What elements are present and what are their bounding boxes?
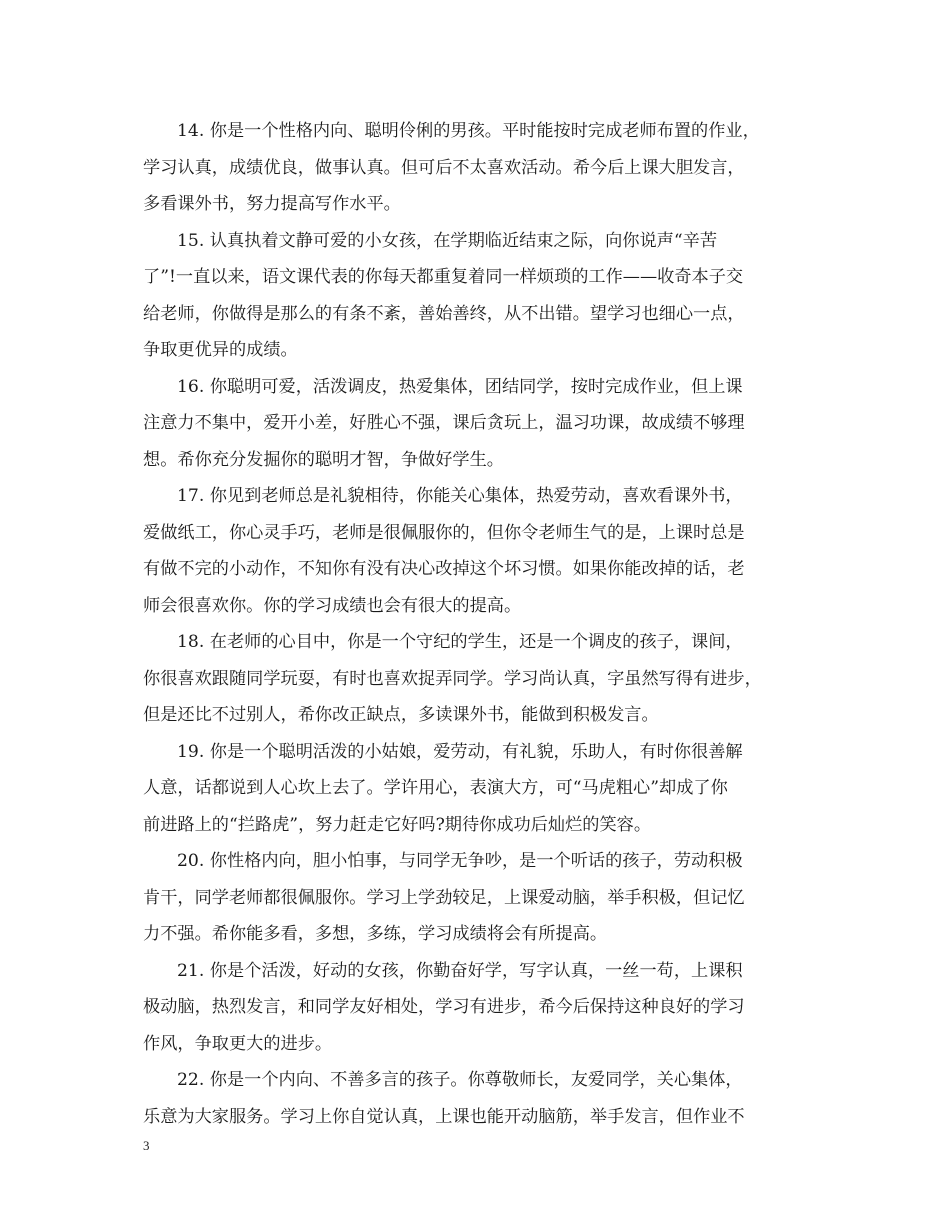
paragraph-line: 给老师，你做得是那么的有条不紊，善始善终，从不出错。望学习也细心一点， <box>143 303 745 324</box>
paragraph-line: 学习认真，成绩优良，做事认真。但可后不太喜欢活动。希今后上课大胆发言， <box>143 157 745 178</box>
paragraph-line: 想。希你充分发掘你的聪明才智，争做好学生。 <box>143 449 504 470</box>
paragraph-line: 注意力不集中，爱开小差，好胜心不强，课后贪玩上，温习功课，故成绩不够理 <box>143 413 745 433</box>
paragraph-first-line: 16. 你聪明可爱，活泼调皮，热爱集体，团结同学，按时完成作业，但上课 <box>177 376 743 397</box>
document-body <box>143 113 823 1135</box>
paragraph-line: 爱做纸工，你心灵手巧，老师是很佩服你的，但你令老师生气的是，上课时总是 <box>143 522 745 543</box>
paragraph-line: 但是还比不过别人，希你改正缺点，多读课外书，能做到积极发言。 <box>143 705 659 725</box>
paragraph-line: 乐意为大家服务。学习上你自觉认真，上课也能开动脑筋，举手发言，但作业不 <box>143 1106 745 1127</box>
paragraph-line: 力不强。希你能多看，多想，多练，学习成绩将会有所提高。 <box>143 924 608 944</box>
paragraph-line: 师会很喜欢你。你的学习成绩也会有很大的提高。 <box>143 595 522 616</box>
paragraph-first-line: 14. 你是一个性格内向、聪明伶俐的男孩。平时能按时完成老师布置的作业， <box>177 121 760 141</box>
paragraph-first-line: 18. 在老师的心目中，你是一个守纪的学生，还是一个调皮的孩子，课间， <box>177 632 743 652</box>
paragraph-first-line: 19. 你是一个聪明活泼的小姑娘，爱劳动，有礼貌，乐助人，有时你很善解 <box>177 741 743 762</box>
page-number: 3 <box>143 1138 150 1153</box>
paragraph-line: 前进路上的“拦路虎”，努力赶走它好吗?期待你成功后灿烂的笑容。 <box>143 814 652 835</box>
paragraph-first-line: 20. 你性格内向，胆小怕事，与同学无争吵，是一个听话的孩子，劳动积极 <box>177 851 743 871</box>
paragraph-line: 作风，争取更大的进步。 <box>143 1033 333 1054</box>
paragraph-line: 多看课外书，努力提高写作水平。 <box>143 194 401 214</box>
paragraph-line: 肯干，同学老师都很佩服你。学习上学劲较足，上课爱动脑，举手积极，但记忆 <box>143 887 745 908</box>
paragraph-first-line: 15. 认真执着文静可爱的小女孩，在学期临近结束之际，向你说声“辛苦 <box>177 230 718 251</box>
paragraph-line: 有做不完的小动作，不知你有没有决心改掉这个坏习惯。如果你能改掉的话，老 <box>143 559 745 579</box>
paragraph-line: 你很喜欢跟随同学玩耍，有时也喜欢捉弄同学。学习尚认真，字虽然写得有进步， <box>143 668 762 689</box>
paragraph-line: 人意，话都说到人心坎上去了。学许用心，表演大方，可“马虎粗心”却成了你 <box>143 778 728 798</box>
paragraph-line: 了”!一直以来，语文课代表的你每天都重复着同一样烦琐的工作——收奇本子交 <box>143 267 744 287</box>
paragraph-line: 极动脑，热烈发言，和同学友好相处，学习有进步，希今后保持这种良好的学习 <box>143 997 745 1017</box>
paragraph-first-line: 17. 你见到老师总是礼貌相待，你能关心集体，热爱劳动，喜欢看课外书， <box>177 486 743 506</box>
paragraph-first-line: 21. 你是个活泼，好动的女孩，你勤奋好学，写字认真，一丝一苟，上课积 <box>177 960 743 981</box>
paragraph-line: 争取更优异的成绩。 <box>143 340 298 360</box>
paragraph-first-line: 22. 你是一个内向、不善多言的孩子。你尊敬师长，友爱同学，关心集体， <box>177 1070 743 1090</box>
